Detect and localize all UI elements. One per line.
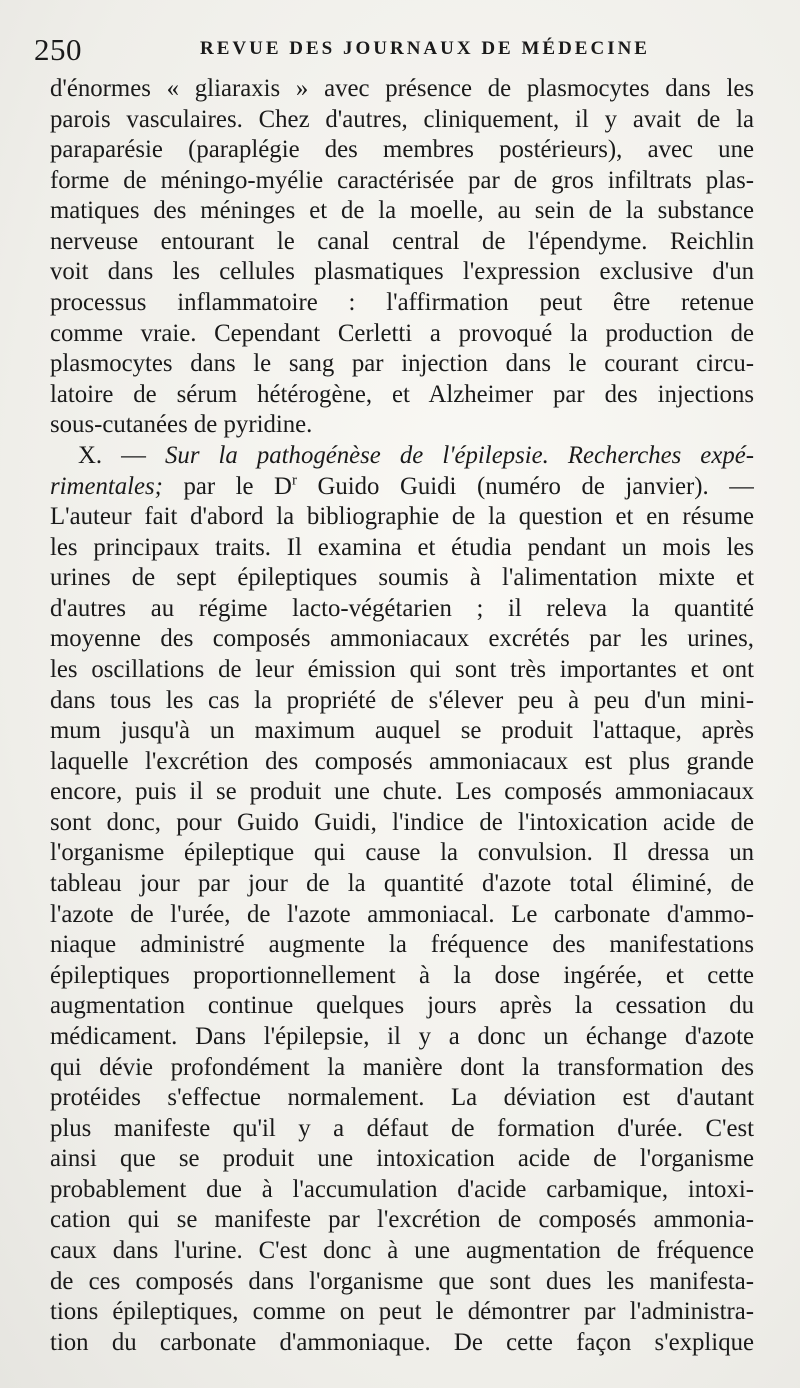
text-line: l'organisme épileptique qui cause la convulsion. Il dressa un <box>50 839 754 867</box>
text-line: matiques des méninges et de la moelle, au sein de la substance <box>50 197 754 225</box>
journal-title: REVUE DES JOURNAUX DE MÉDECINE <box>200 38 650 59</box>
text-line: protéides s'effectue normalement. La déviation est d'autant <box>50 1084 754 1112</box>
text-line: plasmocytes dans le sang par injection dans le courant circu- <box>50 350 754 378</box>
text-line: ainsi que se produit une intoxication acide de l'organisme <box>50 1145 754 1173</box>
doctor-superscript: r <box>291 472 297 489</box>
text-line: cation qui se manifeste par l'excrétion de composés ammonia- <box>50 1206 754 1234</box>
text-line: comme vraie. Cependant Cerletti a provoqué la production de <box>50 319 754 347</box>
text-line: caux dans l'urine. C'est donc à une augmentation de fréquence <box>50 1236 754 1264</box>
text-line: plus manifeste qu'il y a défaut de formation d'urée. C'est <box>50 1114 754 1142</box>
author-citation: Guido Guidi (numéro de janvier). — <box>296 472 754 500</box>
text-line: l'azote de l'urée, de l'azote ammoniacal. Le carbonate d'ammo- <box>50 900 754 928</box>
text-line: les principaux traits. Il examina et étudia pendant un mois les <box>50 533 754 561</box>
text-line: laquelle l'excrétion des composés ammoniacaux est plus grande <box>50 747 754 775</box>
text-line: qui dévie profondément la manière dont la transformation des <box>50 1053 754 1081</box>
text-line: mum jusqu'à un maximum auquel se produit l'attaque, après <box>50 717 754 745</box>
text-line: sous-cutanées de pyridine. <box>50 411 313 439</box>
text-line: les oscillations de leur émission qui sont très importantes et ont <box>50 655 754 683</box>
text-line: tableau jour par jour de la quantité d'azote total éliminé, de <box>50 870 754 898</box>
text-line: tion du carbonate d'ammoniaque. De cette façon s'explique <box>50 1328 754 1356</box>
text-line: processus inflammatoire : l'affirmation peut être retenue <box>50 289 754 317</box>
text-line: latoire de sérum hétérogène, et Alzheimer par des injections <box>50 380 754 408</box>
section-heading-line <box>50 441 754 472</box>
text-line: voit dans les cellules plasmatiques l'expression exclusive d'un <box>50 258 754 286</box>
text-line: moyenne des composés ammoniacaux excrétés par les urines, <box>50 625 754 653</box>
text-line: parois vasculaires. Chez d'autres, cliniquement, il y avait de la <box>50 105 754 133</box>
text-line: sont donc, pour Guido Guidi, l'indice de l'intoxication acide de <box>50 808 754 836</box>
text-line: niaque administré augmente la fréquence des manifestations <box>50 931 754 959</box>
text-line: augmentation continue quelques jours après la cessation du <box>50 992 754 1020</box>
text-line: nerveuse entourant le canal central de l'épendyme. Reichlin <box>50 227 754 255</box>
text-line: de ces composés dans l'organisme que sont dues les manifesta- <box>50 1267 754 1295</box>
article-title: Sur la pathogénèse de l'épilepsie. Recherches expé- <box>165 441 754 469</box>
text-line: probablement due à l'accumulation d'acide carbamique, intoxi- <box>50 1175 754 1203</box>
body-text <box>50 74 754 1358</box>
text-line: encore, puis il se produit une chute. Les composés ammoniacaux <box>50 778 754 806</box>
text-line: dans tous les cas la propriété de s'élever peu à peu d'un mini- <box>50 686 754 714</box>
section-heading-line <box>50 472 754 503</box>
text-line: paraparésie (paraplégie des membres postérieurs), avec une <box>50 136 754 164</box>
author-prefix: par le D <box>162 472 292 500</box>
text-line: tions épileptiques, comme on peut le démontrer par l'administra- <box>50 1298 754 1326</box>
text-line: urines de sept épileptiques soumis à l'alimentation mixte et <box>50 564 754 592</box>
page-number: 250 <box>34 32 82 67</box>
text-line: forme de méningo-myélie caractérisée par de gros infiltrats plas- <box>50 166 754 194</box>
article-title-cont: rimentales; <box>50 472 163 500</box>
section-number: X. — <box>78 441 166 469</box>
text-line: épileptiques proportionnellement à la dose ingérée, et cette <box>50 961 754 989</box>
text-line: L'auteur fait d'abord la bibliographie de la question et en résume <box>50 503 754 531</box>
text-line: médicament. Dans l'épilepsie, il y a donc un échange d'azote <box>50 1022 754 1050</box>
text-line: d'autres au régime lacto-végétarien ; il releva la quantité <box>50 594 754 622</box>
text-line: d'énormes « gliaraxis » avec présence de plasmocytes dans les <box>50 75 754 102</box>
running-head <box>30 32 760 68</box>
